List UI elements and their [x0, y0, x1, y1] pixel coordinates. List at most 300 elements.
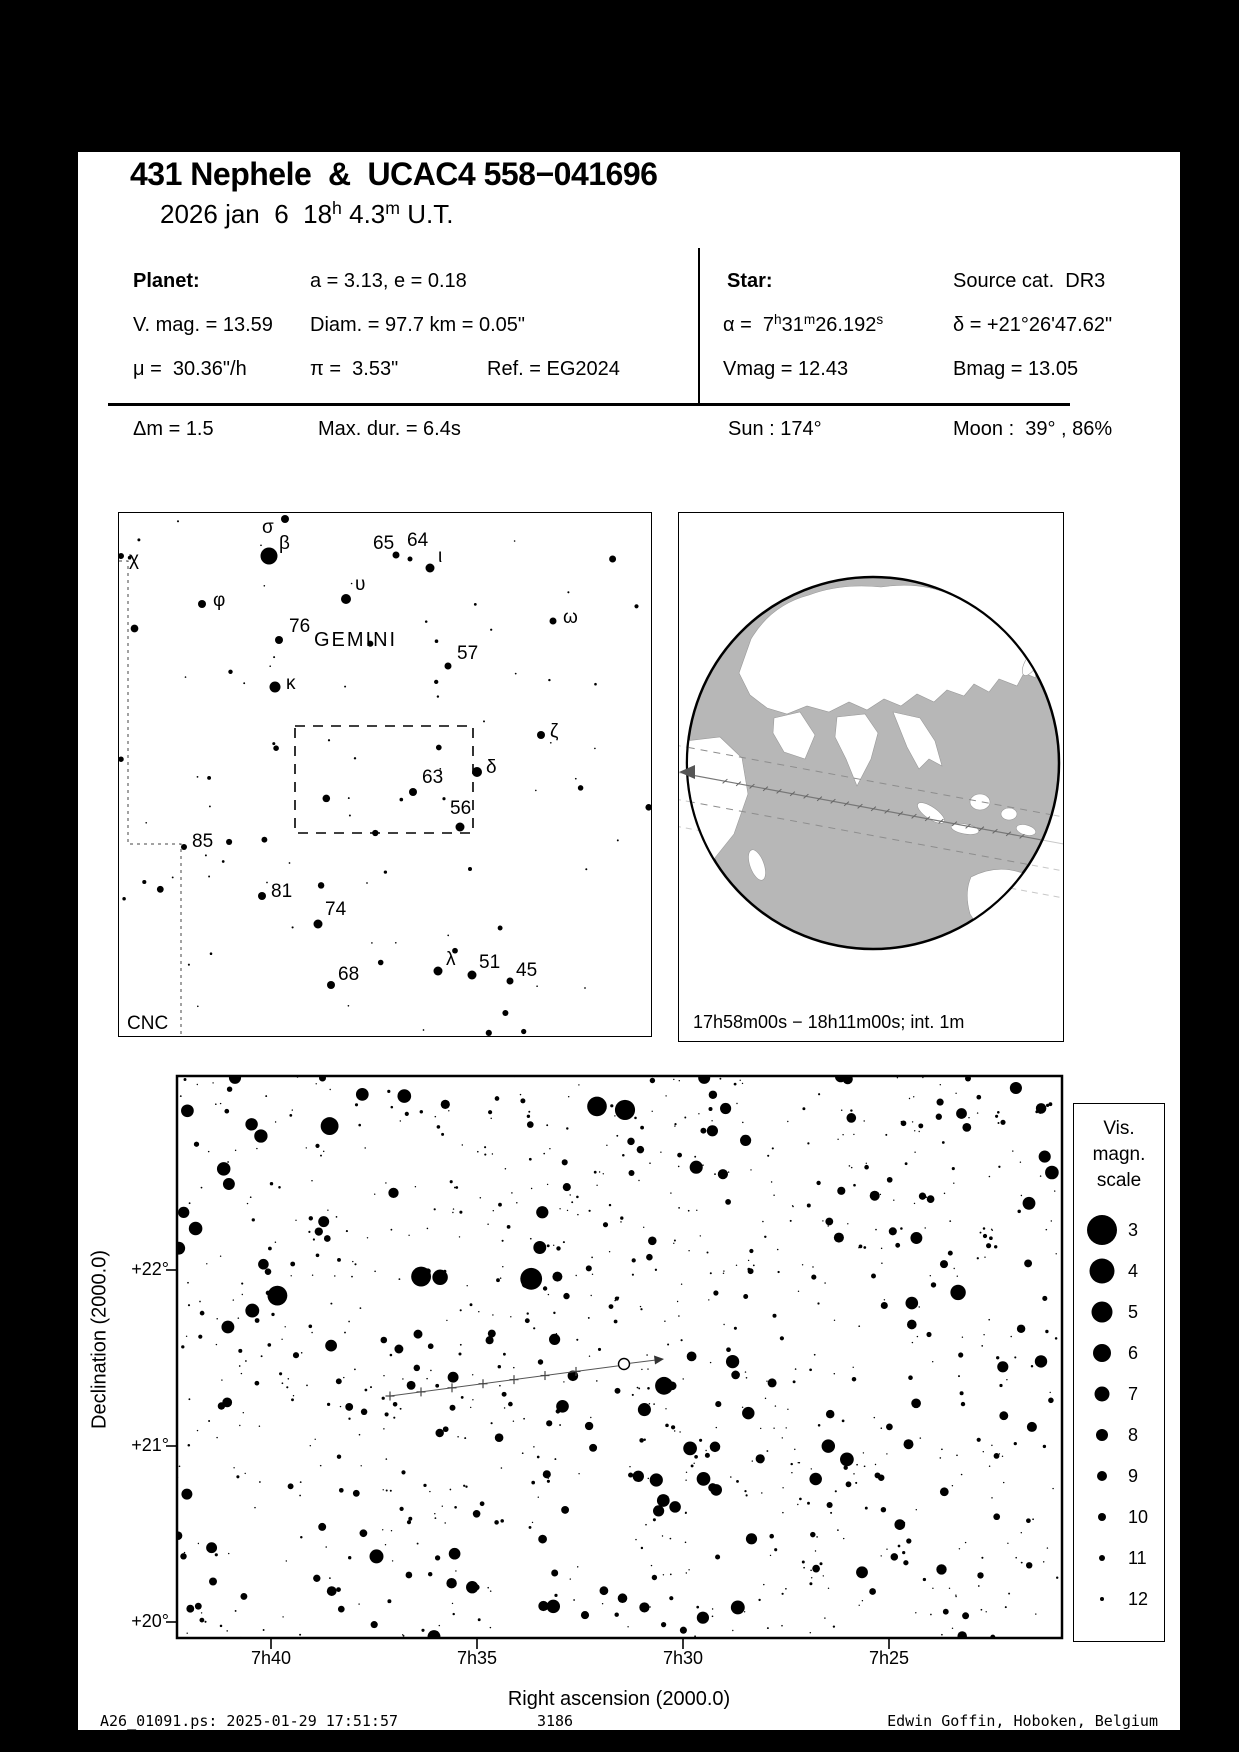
field-star: [736, 1103, 737, 1104]
field-star: [968, 1117, 969, 1118]
field-star: [428, 1343, 434, 1349]
field-star: [188, 1444, 191, 1447]
field-star: [452, 1212, 453, 1213]
field-star: [549, 1148, 550, 1149]
field-star: [233, 1467, 234, 1468]
field-star: [901, 1121, 902, 1122]
field-star: [712, 1615, 714, 1617]
field-star: [1006, 1379, 1007, 1380]
globe-panel: [678, 512, 1064, 1042]
field-star: [1056, 1577, 1058, 1579]
field-star: [556, 1400, 569, 1413]
field-star: [538, 1535, 547, 1544]
field-star: [810, 1532, 815, 1537]
field-star: [498, 926, 503, 931]
field-star: [1014, 1356, 1016, 1358]
field-star: [628, 1472, 633, 1477]
field-star: [568, 1096, 569, 1097]
field-star: [245, 1360, 247, 1362]
field-star: [436, 745, 442, 751]
alpha-part: 26.192: [815, 313, 877, 336]
field-star: [501, 1467, 503, 1469]
field-star: [744, 1490, 746, 1492]
field-star: [348, 1418, 350, 1420]
field-star: [592, 1274, 593, 1275]
field-star: [1031, 1365, 1033, 1367]
field-star: [723, 1324, 724, 1325]
legend-mag-circle-10: [1098, 1513, 1106, 1521]
field-star: [718, 1169, 728, 1179]
field-star: [266, 882, 268, 884]
field-star: [318, 1216, 329, 1227]
field-star: [460, 1309, 462, 1311]
field-star: [864, 1165, 869, 1170]
field-star: [919, 1193, 926, 1200]
field-star: [527, 1312, 529, 1314]
moon-elongation-illumination: Moon : 39° , 86%: [953, 418, 1113, 440]
field-star: [680, 1627, 687, 1634]
field-star: [926, 1332, 931, 1337]
field-star: [837, 1187, 845, 1195]
field-star: [529, 1158, 532, 1161]
named-star-56: [456, 823, 465, 832]
field-star: [119, 756, 124, 762]
field-star: [830, 1512, 832, 1514]
field-star: [382, 1529, 383, 1530]
field-star: [693, 1463, 694, 1464]
event-datetime: [160, 198, 453, 230]
field-star: [1043, 1445, 1046, 1448]
field-star: [577, 1214, 579, 1216]
field-star: [983, 1234, 987, 1238]
field-star: [204, 1621, 206, 1623]
field-star: [714, 1173, 716, 1175]
field-star: [348, 1556, 351, 1559]
field-star: [708, 1483, 717, 1492]
field-star: [993, 1513, 1000, 1520]
field-star: [632, 1274, 634, 1276]
legend-mag-circle-6: [1093, 1344, 1111, 1362]
field-star: [215, 1103, 217, 1105]
field-star: [629, 1466, 630, 1467]
field-star: [834, 1320, 835, 1321]
bright-star: [520, 1268, 542, 1290]
field-star: [847, 1223, 848, 1224]
field-star: [315, 1144, 319, 1148]
field-star: [563, 1183, 571, 1191]
field-star: [336, 1587, 341, 1592]
field-star: [563, 1293, 569, 1299]
alpha-part: α = 7: [723, 313, 775, 336]
field-star: [749, 1249, 753, 1253]
field-star: [989, 1465, 990, 1466]
legend-mag-circle-4: [1090, 1259, 1115, 1284]
field-star: [457, 1436, 459, 1438]
field-star: [365, 1389, 368, 1392]
field-star: [254, 1129, 267, 1142]
field-star: [648, 1237, 657, 1246]
field-star: [1035, 1355, 1047, 1367]
field-star: [771, 1181, 772, 1182]
field-star: [343, 1377, 344, 1378]
field-star: [1017, 1210, 1020, 1213]
field-star: [746, 1494, 748, 1496]
field-star: [661, 1622, 666, 1627]
field-star: [426, 1378, 428, 1380]
field-star: [941, 1448, 943, 1450]
field-star: [699, 1439, 702, 1442]
field-star: [855, 1482, 857, 1484]
y-axis-title: Declination (2000.0): [88, 1250, 111, 1429]
field-star: [453, 1613, 455, 1615]
field-star: [441, 1133, 444, 1136]
field-star: [313, 1238, 315, 1240]
field-star: [395, 942, 397, 944]
field-star: [610, 1104, 613, 1107]
field-star: [685, 1480, 686, 1481]
field-star: [499, 1385, 501, 1387]
footer-page-number: 3186: [536, 1712, 574, 1730]
field-star: [449, 1548, 461, 1560]
field-star: [799, 1498, 802, 1501]
field-star: [645, 804, 651, 811]
field-star: [760, 1428, 761, 1429]
field-star: [578, 785, 584, 791]
field-star: [688, 1250, 689, 1251]
field-star: [559, 1424, 561, 1426]
field-star: [962, 1612, 969, 1619]
field-star: [241, 1283, 243, 1285]
named-star-χ: [119, 553, 124, 559]
field-star: [434, 1513, 435, 1514]
field-star: [464, 1437, 466, 1439]
field-star: [674, 1239, 676, 1241]
field-star: [181, 1489, 192, 1500]
field-star: [507, 1225, 511, 1229]
field-star: [172, 876, 174, 878]
field-star: [667, 1343, 669, 1345]
field-star: [648, 1478, 650, 1480]
field-star: [997, 1361, 1008, 1372]
field-star: [345, 1403, 353, 1411]
field-star: [491, 1422, 493, 1424]
star-label-65: 65: [373, 533, 395, 554]
x-tick-7h30: 7h30: [662, 1648, 704, 1668]
field-star: [358, 1124, 361, 1127]
field-star: [567, 1210, 568, 1211]
field-star: [678, 1166, 680, 1168]
field-star: [323, 795, 331, 803]
star-bmag: Bmag = 13.05: [953, 358, 1079, 380]
field-star: [575, 778, 577, 780]
field-star: [1051, 1220, 1052, 1221]
field-star: [378, 960, 384, 966]
field-star: [1015, 1557, 1017, 1559]
field-star: [224, 1109, 229, 1114]
field-star: [199, 1301, 201, 1303]
field-star: [787, 1409, 788, 1410]
field-star: [816, 1181, 820, 1185]
field-star: [367, 1237, 368, 1238]
field-star: [486, 1336, 494, 1344]
field-star: [913, 1096, 914, 1097]
field-star: [366, 882, 368, 884]
field-star: [228, 1553, 229, 1554]
named-star-76: [275, 636, 283, 644]
field-star: [122, 897, 126, 901]
field-star: [791, 1472, 792, 1473]
field-star: [1045, 1166, 1059, 1180]
field-star: [550, 742, 552, 744]
field-star: [824, 1617, 825, 1618]
named-star-φ: [198, 600, 206, 608]
field-star: [678, 1315, 680, 1317]
star-label-76: 76: [289, 616, 311, 637]
field-star: [952, 1167, 955, 1170]
bright-star: [267, 1286, 287, 1306]
field-star: [311, 1180, 312, 1181]
field-star: [448, 1372, 459, 1383]
detailed-star-chart: [162, 1074, 1077, 1668]
field-star: [532, 1522, 533, 1523]
field-star: [818, 1093, 820, 1095]
field-star: [328, 739, 330, 741]
field-star: [261, 837, 267, 843]
star-field: [172, 1074, 1058, 1643]
named-star-74: [314, 920, 323, 929]
field-star: [243, 1412, 244, 1413]
field-star: [502, 1240, 504, 1242]
field-star: [383, 1489, 384, 1490]
field-star: [991, 1445, 992, 1446]
field-star: [634, 1117, 637, 1120]
field-star: [200, 1311, 205, 1316]
field-star: [269, 665, 271, 667]
field-star: [1054, 1190, 1055, 1191]
field-star: [977, 1257, 979, 1259]
field-star: [750, 1169, 751, 1170]
field-star: [811, 1577, 812, 1578]
field-star: [313, 1575, 320, 1582]
field-star: [957, 1631, 967, 1641]
field-star: [208, 1151, 209, 1152]
field-star: [881, 1248, 882, 1249]
field-star: [306, 1147, 307, 1148]
field-star: [339, 1488, 344, 1493]
field-star: [798, 1462, 799, 1463]
legend-mag-label-3: 3: [1128, 1220, 1139, 1240]
field-star: [766, 1450, 768, 1452]
field-star: [679, 1080, 680, 1081]
field-star: [490, 629, 492, 631]
field-star: [346, 1230, 348, 1232]
field-star: [502, 1266, 503, 1267]
x-tick-7h35: 7h35: [456, 1648, 498, 1668]
field-star: [353, 1490, 360, 1497]
field-star: [1026, 1562, 1032, 1568]
field-star: [508, 1402, 513, 1407]
field-star: [235, 1610, 237, 1612]
field-star: [740, 1080, 741, 1081]
field-star: [340, 1406, 341, 1407]
field-star: [726, 1355, 739, 1368]
land-borneo: [970, 794, 990, 810]
field-star: [984, 1257, 985, 1258]
named-star-λ: [434, 967, 443, 976]
date-part: 2026 jan 6 18: [160, 198, 333, 229]
field-star: [327, 1586, 337, 1596]
field-star: [454, 1506, 457, 1509]
field-star: [837, 1529, 839, 1531]
field-star: [223, 1178, 235, 1190]
field-star: [543, 1286, 547, 1290]
field-star: [989, 1236, 993, 1240]
track-arrow: [654, 1356, 664, 1365]
field-star: [705, 1453, 710, 1458]
field-star: [400, 798, 404, 802]
field-star: [697, 1612, 709, 1624]
field-star: [700, 1128, 706, 1134]
field-star: [596, 1185, 597, 1186]
document-page: [78, 152, 1180, 1730]
field-star: [553, 1312, 555, 1314]
field-star: [1000, 1120, 1005, 1125]
field-star: [720, 1103, 731, 1114]
field-star: [181, 1104, 194, 1117]
field-star: [392, 1560, 393, 1561]
field-star: [679, 1431, 680, 1432]
field-star: [429, 1491, 430, 1492]
field-star: [646, 1254, 653, 1261]
field-star: [318, 882, 324, 888]
field-star: [940, 1457, 942, 1459]
field-star: [986, 1243, 991, 1248]
field-star: [891, 1553, 899, 1561]
field-star: [179, 1465, 181, 1467]
field-star: [824, 1282, 826, 1284]
field-star: [1002, 1456, 1003, 1457]
field-star: [334, 1275, 335, 1276]
field-star: [584, 987, 586, 989]
field-star: [781, 1625, 783, 1627]
field-star: [775, 1405, 776, 1406]
field-star: [463, 1485, 465, 1487]
field-star: [674, 1430, 675, 1431]
field-star: [889, 1227, 897, 1235]
field-star: [513, 1367, 515, 1369]
field-star: [527, 1121, 534, 1128]
field-star: [866, 1163, 867, 1164]
field-star: [649, 1403, 651, 1405]
field-star: [201, 1612, 202, 1613]
field-star: [795, 1368, 797, 1370]
field-star: [208, 1420, 210, 1422]
field-star: [907, 1320, 917, 1330]
field-star: [840, 1453, 854, 1467]
planet-section-label: Planet:: [133, 270, 200, 292]
field-star: [446, 1320, 447, 1321]
field-star: [255, 1381, 260, 1386]
field-star: [437, 1125, 441, 1129]
field-star: [227, 1086, 232, 1091]
field-star: [235, 1150, 236, 1151]
field-star: [662, 1535, 663, 1536]
field-star: [905, 1162, 908, 1165]
field-star: [361, 1465, 362, 1466]
field-star: [197, 1430, 198, 1431]
y-tick-22: +22°: [131, 1259, 169, 1279]
field-star: [633, 1471, 644, 1482]
field-star: [688, 1569, 689, 1570]
field-star: [834, 1373, 835, 1374]
field-star: [428, 1572, 432, 1576]
field-star: [515, 673, 517, 675]
field-star: [1026, 1518, 1031, 1523]
field-star: [653, 1518, 656, 1521]
field-star: [267, 1343, 271, 1347]
field-star: [957, 1276, 958, 1277]
field-star: [197, 1084, 198, 1085]
field-star: [827, 1502, 833, 1508]
field-star: [940, 1084, 941, 1085]
field-star: [536, 985, 538, 987]
legend-mag-circle-11: [1099, 1555, 1105, 1561]
field-star: [270, 1182, 273, 1185]
field-star: [895, 1243, 900, 1248]
field-star: [981, 1557, 983, 1559]
field-star: [543, 1153, 545, 1155]
field-star: [337, 1454, 341, 1458]
field-star: [863, 1246, 866, 1249]
field-star: [487, 1587, 489, 1589]
field-star: [380, 1337, 387, 1344]
field-star: [181, 1345, 184, 1348]
field-star: [484, 1146, 486, 1148]
field-star: [486, 1030, 492, 1036]
field-star: [640, 1306, 641, 1307]
field-star: [736, 1265, 737, 1266]
field-star: [177, 520, 179, 522]
field-star: [505, 1168, 507, 1170]
field-star: [653, 1505, 664, 1516]
field-star: [614, 1115, 615, 1116]
field-star: [255, 1318, 260, 1323]
named-star-ω: [550, 618, 557, 625]
field-star: [673, 1079, 674, 1080]
field-star: [354, 1369, 356, 1371]
field-star: [265, 1095, 267, 1097]
field-star: [994, 1453, 1000, 1459]
field-star: [742, 1407, 743, 1408]
field-star: [918, 1123, 923, 1128]
field-star: [734, 1083, 737, 1086]
field-star: [428, 1630, 441, 1643]
field-star: [205, 854, 207, 856]
field-star: [1010, 1336, 1012, 1338]
field-star: [236, 1475, 239, 1478]
field-star: [588, 1317, 590, 1319]
field-star: [208, 876, 210, 878]
field-star: [825, 1218, 833, 1226]
field-star: [348, 1321, 350, 1323]
field-star: [880, 1194, 881, 1195]
star-label-σ: σ: [262, 517, 274, 538]
field-star: [748, 1260, 749, 1261]
field-star: [942, 1141, 945, 1144]
field-star: [647, 1368, 648, 1369]
field-star: [315, 1439, 316, 1440]
field-star: [324, 1235, 331, 1242]
